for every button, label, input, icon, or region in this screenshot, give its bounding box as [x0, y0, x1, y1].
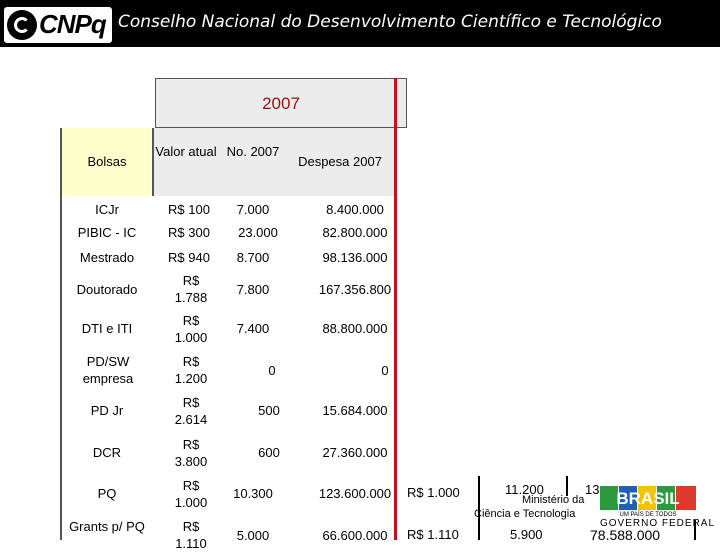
extra-pq-valor: R$ 1.000	[407, 485, 460, 500]
cell-bolsa: DCR	[92, 445, 122, 460]
cell-bolsa: PIBIC - IC	[77, 225, 137, 240]
cell-valor: R$ 1.200	[174, 354, 208, 386]
cell-despesa: 98.136.000	[322, 250, 388, 265]
extra-grants-valor: R$ 1.110	[407, 527, 459, 542]
cell-valor: R$ 1.110	[175, 519, 207, 551]
brasil-logo	[600, 486, 698, 518]
page-title: Conselho Nacional do Desenvolvimento Científico e Tecnológico	[118, 12, 662, 32]
cell-despesa: 15.684.000	[322, 403, 388, 418]
cell-despesa: 0	[381, 363, 389, 378]
governo-federal-label: GOVERNO FEDERAL	[600, 518, 716, 529]
logo-text: CNPq	[39, 9, 106, 39]
extra-pq-partial: 13	[585, 482, 600, 497]
cell-no: 8.700	[236, 250, 270, 265]
cnpq-logo-icon	[7, 10, 37, 40]
cell-valor: R$ 1.788	[174, 273, 208, 305]
cell-bolsa: ICJr	[95, 202, 119, 217]
year-label: 2007	[262, 94, 300, 113]
col-header-despesa: Despesa 2007	[298, 154, 382, 169]
cell-despesa: 167.356.800	[318, 282, 392, 297]
cell-bolsa: Grants p/ PQ	[69, 519, 145, 534]
svg-text:BRASIL: BRASIL	[616, 489, 680, 508]
cell-despesa: 27.360.000	[322, 445, 388, 460]
cell-no: 0	[268, 363, 276, 378]
cell-no: 7.800	[236, 282, 270, 297]
cell-valor: R$ 1.000	[174, 478, 208, 510]
extra-pq-no: 11.200	[505, 482, 544, 497]
cell-no: 5.000	[236, 528, 270, 543]
cell-bolsa: PD/SW empresa	[82, 354, 134, 386]
extra-grants-despesa: 78.588.000	[590, 527, 661, 543]
cell-bolsa: PD Jr	[90, 403, 124, 418]
cell-no: 7.000	[236, 202, 270, 217]
cnpq-logo	[4, 7, 112, 43]
cell-bolsa: Mestrado	[79, 250, 135, 265]
cell-bolsa: DTI e ITI	[81, 321, 133, 336]
column-divider	[152, 128, 154, 196]
cell-valor: R$ 300	[168, 225, 210, 240]
cell-no: 10.300	[233, 486, 273, 501]
cell-despesa: 82.800.000	[322, 225, 388, 240]
extra-grants-no: 5.900	[510, 527, 543, 542]
column-divider	[566, 476, 568, 496]
ministry-label: Ministério da	[522, 494, 585, 506]
col-header-valor: Valor atual	[155, 144, 217, 159]
cell-bolsa: Doutorado	[76, 282, 138, 297]
cell-valor: R$ 100	[168, 202, 210, 217]
col-header-bolsas: Bolsas	[87, 154, 127, 169]
cell-despesa: 66.600.000	[322, 528, 388, 543]
cell-bolsa: PQ	[97, 486, 117, 501]
cell-valor: R$ 940	[168, 250, 210, 265]
ministry-label-2: Ciência e Tecnologia	[474, 508, 576, 520]
svg-text:UM PAÍS DE TODOS: UM PAÍS DE TODOS	[619, 512, 677, 518]
cell-despesa: 88.800.000	[322, 321, 388, 336]
cell-valor: R$ 1.000	[174, 313, 208, 345]
cell-valor: R$ 3.800	[174, 437, 208, 469]
header-bar	[0, 0, 720, 47]
cell-no: 7.400	[236, 321, 270, 336]
cell-no: 500	[258, 403, 280, 418]
cell-despesa: 8.400.000	[326, 202, 384, 217]
year-header	[155, 78, 407, 128]
cell-no: 23.000	[238, 225, 278, 240]
col-header-no: No. 2007	[226, 144, 280, 159]
cell-no: 600	[258, 445, 280, 460]
cell-valor: R$ 2.614	[174, 395, 208, 427]
table-right-border	[394, 78, 397, 540]
cell-despesa: 123.600.000	[318, 486, 392, 501]
